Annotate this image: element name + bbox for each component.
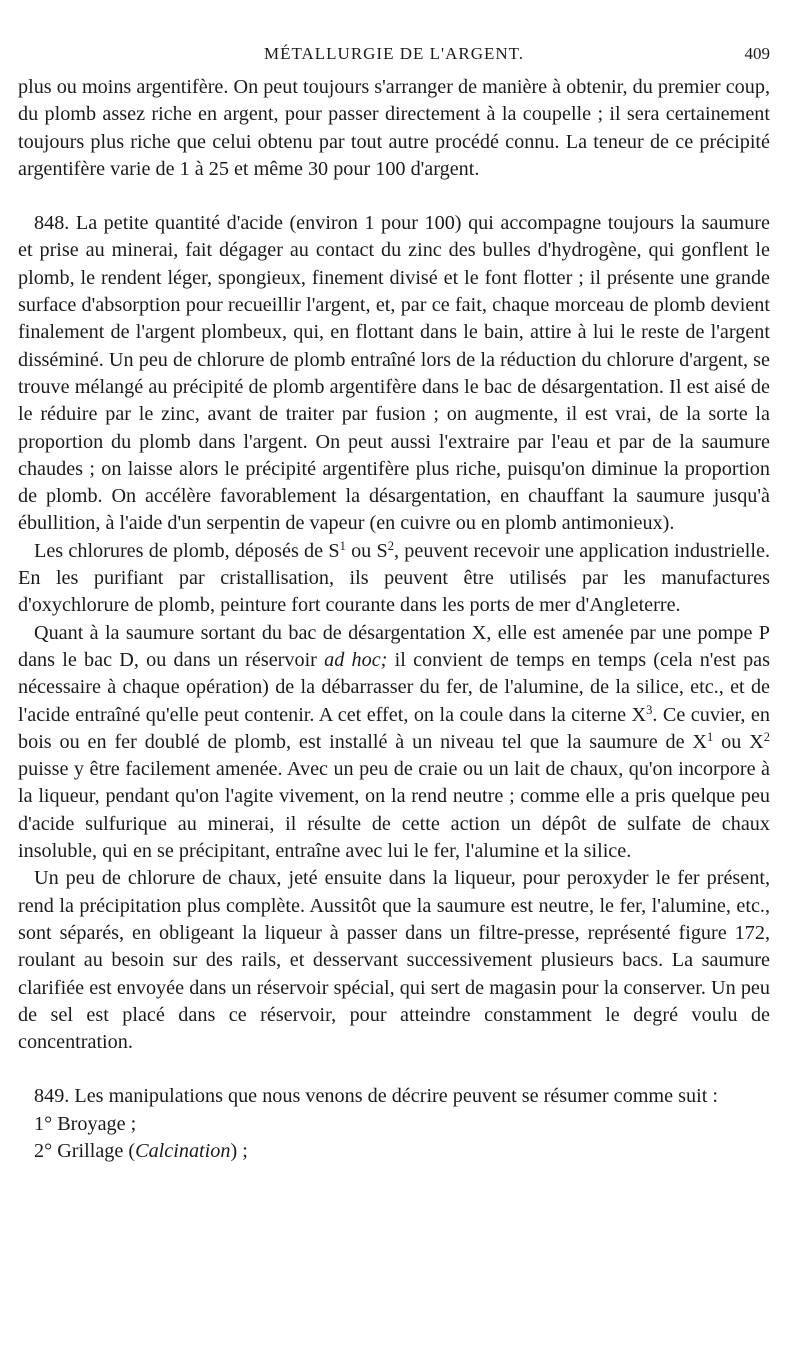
running-title: MÉTALLURGIE DE L'ARGENT. — [263, 44, 525, 63]
text-run: , peuvent recevoir une application industrielle. En les purifiant par cristallisation, ils peuvent être utilisés par les manufactures d'oxychlorure de plomb, peinture fort courante dans les ports de mer d'Angleterre. — [18, 539, 770, 617]
paragraph-saumure — [18, 620, 770, 866]
paragraph-848: 848. La petite quantité d'acide (environ 1 pour 100) qui accompagne toujours la saumure et prise au minerai, fait dégager au contact du zinc des bulles d'hydrogène, qui gonflent le plomb, le rendent léger, spongieux, finement divisé et le font flotter ; il présente une grande surface d'absorption pour recueillir l'argent, et, par ce fait, chaque morceau de plomb devient finalement de l'argent plombeux, qui, en flottant dans le bain, attire à lui le reste de l'argent disséminé. Un peu de chlorure de plomb entraîné lors de la réduction du chlorure d'argent, se trouve mélangé au précipité de plomb argentifère dans le bac de désargentation. Il est aisé de le réduire par le zinc, avant de traiter par fusion ; on augmente, il est vrai, de la sorte la proportion du plomb dans l'argent. On peut aussi l'extraire par l'eau et par de la saumure chaudes ; on laisse alors le précipité argentifère plus riche, puisqu'on diminue la proportion de plomb. On accélère favorablement la désargentation, en chauffant la saumure jusqu'à ébullition, à l'aide d'un serpentin de vapeur (en cuivre ou en plomb antimonieux). — [18, 212, 770, 535]
text-run: ) ; — [230, 1139, 248, 1162]
paragraph-continuation: plus ou moins argentifère. On peut toujours s'arranger de manière à obtenir, du premier coup, du plomb assez riche en argent, pour passer directement à la coupelle ; il sera certainement toujours plus riche que celui obtenu par tout autre procédé connu. La teneur de ce précipité argentifère varie de 1 à 25 et même 30 pour 100 d'argent. — [18, 76, 770, 180]
paragraph-chlorures — [18, 538, 770, 620]
superscript: 2 — [763, 729, 770, 744]
list-item-grillage — [18, 1138, 770, 1165]
text-run: ou S — [345, 539, 388, 562]
text-run: Quant à la saumure sortant du bac de désargentation X, elle est amenée par une pompe P dans le bac D, ou dans un réservoir — [18, 621, 770, 671]
text-run: 2° Grillage ( — [34, 1139, 136, 1162]
text-run: . Ce cuvier, en bois ou en fer doublé de plomb, est installé à un niveau tel que la saumure de X — [18, 703, 770, 753]
book-page — [18, 40, 770, 1340]
text-run: Les chlorures de plomb, déposés de S — [34, 539, 340, 562]
text-run: il convient de temps en temps (cela n'est pas nécessaire à chaque opération) de la débarrasser du fer, de l'alumine, de la silice, etc., et de l'acide entraîné qu'elle peut contenir. A cet effet, on la coule dans la citerne X — [18, 648, 770, 726]
text-run: puisse y être facilement amenée. Avec un peu de craie ou un lait de chaux, qu'on incorpore à la liqueur, pendant qu'on l'agite vivement, on la rend neutre ; comme elle a pris quelque peu d'acide sulfurique au minerai, il résulte de cette action un dépôt de sulfate de chaux insoluble, qui en se précipitant, entraîne avec lui le fer, l'alumine et la silice. — [18, 758, 770, 863]
list-item-broyage: 1° Broyage ; — [34, 1112, 137, 1135]
superscript: 2 — [387, 538, 395, 553]
italic-text: ad hoc; — [324, 648, 388, 671]
running-header — [18, 40, 770, 74]
paragraph-849: 849. Les manipulations que nous venons de décrire peuvent se résumer comme suit : — [34, 1085, 718, 1108]
superscript: 1 — [706, 729, 714, 744]
page-number: 409 — [744, 44, 770, 63]
text-run: ou X — [713, 730, 764, 753]
italic-text: Calcination — [135, 1139, 231, 1162]
paragraph-chlorure-de-chaux: Un peu de chlorure de chaux, jeté ensuite dans la liqueur, pour peroxyder le fer présent, rend la précipitation plus complète. Aussitôt que la saumure est neutre, le fer, l'alumine, etc., sont séparés, en obligeant la liqueur à passer dans un filtre-presse, représenté figure 172, roulant au besoin sur des rails, et desservant successivement plusieurs bacs. La saumure clarifiée est envoyée dans un réservoir spécial, qui sert de magasin pour la conserver. Un peu de sel est placé dans ce réservoir, pour atteindre constamment le degré voulu de concentration. — [18, 867, 770, 1054]
superscript: 1 — [339, 538, 346, 553]
body-text — [18, 74, 770, 1165]
superscript: 3 — [646, 702, 653, 717]
